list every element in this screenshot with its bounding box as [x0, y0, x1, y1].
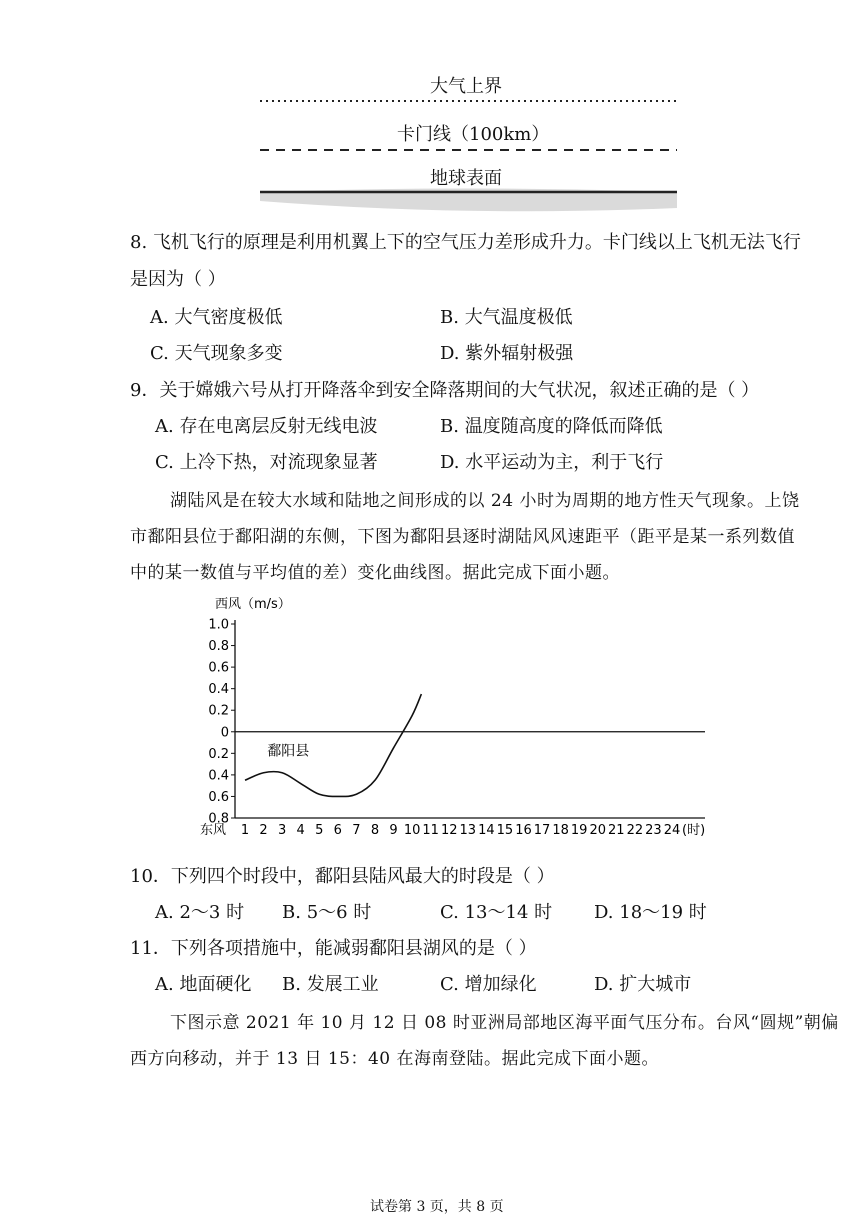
- option-text: 13～14 时: [464, 902, 553, 923]
- option-letter: D.: [594, 974, 614, 995]
- y-tick-label: 0.2: [208, 703, 229, 719]
- option-letter: B.: [282, 902, 301, 923]
- x-tick-label: 11: [422, 823, 439, 838]
- option-d: [440, 448, 663, 474]
- passage-line: 下图示意 2021 年 10 月 12 日 08 时亚洲局部地区海平面气压分布。台风“圆规”朝偏: [170, 1013, 839, 1033]
- y-tick-label: 0.4: [208, 768, 229, 784]
- option-d: [440, 339, 573, 365]
- x-tick-label: 23: [645, 823, 662, 838]
- option-letter: A.: [155, 974, 174, 995]
- option-b: [282, 970, 379, 996]
- x-tick-label: 5: [315, 823, 324, 838]
- y-tick-label: 0.6: [208, 660, 229, 676]
- x-tick-label: 16: [515, 823, 532, 838]
- option-letter: A.: [155, 902, 174, 923]
- x-tick-label: 22: [626, 823, 644, 838]
- option-letter: C.: [150, 343, 169, 364]
- option-letter: B.: [440, 416, 459, 437]
- question-stem: 9．关于嫦娥六号从打开降落伞到安全降落期间的大气状况，叙述正确的是（ ）: [130, 380, 760, 401]
- page-footer: 试卷第 3 页，共 8 页: [370, 1199, 504, 1215]
- x-tick-label: 12: [440, 823, 458, 838]
- option-letter: D.: [594, 902, 614, 923]
- x-tick-label: 6: [333, 823, 342, 838]
- option-text: 增加绿化: [464, 974, 537, 995]
- y-tick-label: 0.4: [208, 682, 229, 698]
- x-tick-label: 17: [533, 823, 551, 838]
- option-text: 地面硬化: [179, 974, 252, 995]
- question-stem-cont: 是因为（ ）: [130, 269, 226, 290]
- option-letter: B.: [282, 974, 301, 995]
- y-tick-label: 0.6: [208, 789, 229, 805]
- y-axis-label: 西风（m/s）: [215, 597, 291, 612]
- x-tick-label: 20: [589, 823, 607, 838]
- x-tick-label: 8: [370, 823, 380, 838]
- x-axis-unit: (时): [682, 823, 706, 838]
- option-text: 发展工业: [306, 974, 379, 995]
- option-a: [155, 898, 244, 924]
- passage-line: 西方向移动，并于 13 日 15：40 在海南登陆。据此完成下面小题。: [130, 1049, 660, 1069]
- option-c: [155, 448, 378, 474]
- option-letter: A.: [155, 416, 174, 437]
- option-text: 温度随高度的降低而降低: [464, 416, 663, 437]
- x-tick-label: 24: [663, 823, 681, 838]
- x-tick-label: 15: [496, 823, 514, 838]
- option-letter: A.: [150, 307, 169, 328]
- x-tick-label: 19: [570, 823, 588, 838]
- x-axis-bottom-label: 东风: [200, 823, 227, 838]
- diagram-lines: [255, 95, 685, 215]
- option-b: [282, 898, 371, 924]
- passage-line: 湖陆风是在较大水域和陆地之间形成的以 24 小时为周期的地方性天气现象。上饶: [170, 491, 800, 511]
- option-a: [155, 412, 377, 438]
- x-tick-label: 3: [277, 823, 287, 838]
- x-tick-label: 1: [240, 823, 250, 838]
- option-text: 大气密度极低: [174, 307, 283, 328]
- option-text: 水平运动为主，利于飞行: [465, 452, 664, 473]
- option-a: [155, 970, 251, 996]
- x-tick-label: 2: [259, 823, 268, 838]
- y-tick-label: 0.2: [208, 746, 229, 762]
- y-tick-label: 0.8: [208, 811, 229, 827]
- option-text: 扩大城市: [619, 974, 692, 995]
- option-letter: D.: [440, 452, 460, 473]
- option-text: 5～6 时: [306, 902, 372, 923]
- x-tick-label: 7: [352, 823, 361, 838]
- wind-anomaly-chart: [200, 592, 740, 852]
- surface-label: 地球表面: [430, 168, 502, 189]
- option-text: 紫外辐射极强: [465, 343, 574, 364]
- option-d: [594, 898, 707, 924]
- option-letter: C.: [155, 452, 174, 473]
- option-c: [440, 970, 537, 996]
- x-tick-label: 14: [478, 823, 495, 838]
- question-stem: 11．下列各项措施中，能减弱鄱阳县湖风的是（ ）: [130, 938, 537, 959]
- option-d: [594, 970, 691, 996]
- y-tick-label: 1.0: [208, 617, 229, 633]
- option-text: 天气现象多变: [174, 343, 283, 364]
- option-c: [440, 898, 552, 924]
- series-label-poyang: 鄱阳县: [267, 743, 310, 760]
- x-tick-label: 10: [403, 823, 421, 838]
- x-tick-label: 9: [389, 823, 398, 838]
- option-text: 2～3 时: [179, 902, 245, 923]
- question-stem: 10．下列四个时段中，鄱阳县陆风最大的时段是（ ）: [130, 866, 555, 887]
- option-letter: C.: [440, 902, 459, 923]
- option-letter: B.: [440, 307, 459, 328]
- passage-line: 市鄱阳县位于鄱阳湖的东侧，下图为鄱阳县逐时湖陆风风速距平（距平是某一系列数值: [130, 527, 795, 547]
- upper-atmosphere-label: 大气上界: [430, 76, 502, 97]
- option-b: [440, 303, 573, 329]
- y-tick-label: 0.8: [208, 639, 229, 655]
- passage-line: 中的某一数值与平均值的差）变化曲线图。据此完成下面小题。: [130, 563, 620, 583]
- option-text: 大气温度极低: [464, 307, 573, 328]
- question-stem: 8. 飞机飞行的原理是利用机翼上下的空气压力差形成升力。卡门线以上飞机无法飞行: [130, 232, 801, 253]
- x-tick-label: 18: [552, 823, 569, 838]
- option-text: 18～19 时: [619, 902, 707, 923]
- option-b: [440, 412, 663, 438]
- option-text: 存在电离层反射无线电波: [179, 416, 378, 437]
- y-tick-label: 0: [220, 725, 229, 741]
- option-letter: C.: [440, 974, 459, 995]
- karman-label: 卡门线（100km）: [397, 124, 550, 145]
- x-tick-label: 4: [296, 823, 305, 838]
- option-text: 上冷下热，对流现象显著: [179, 452, 378, 473]
- option-c: [150, 339, 283, 365]
- x-tick-label: 13: [459, 823, 477, 838]
- option-a: [150, 303, 282, 329]
- x-tick-label: 21: [608, 823, 625, 838]
- option-letter: D.: [440, 343, 460, 364]
